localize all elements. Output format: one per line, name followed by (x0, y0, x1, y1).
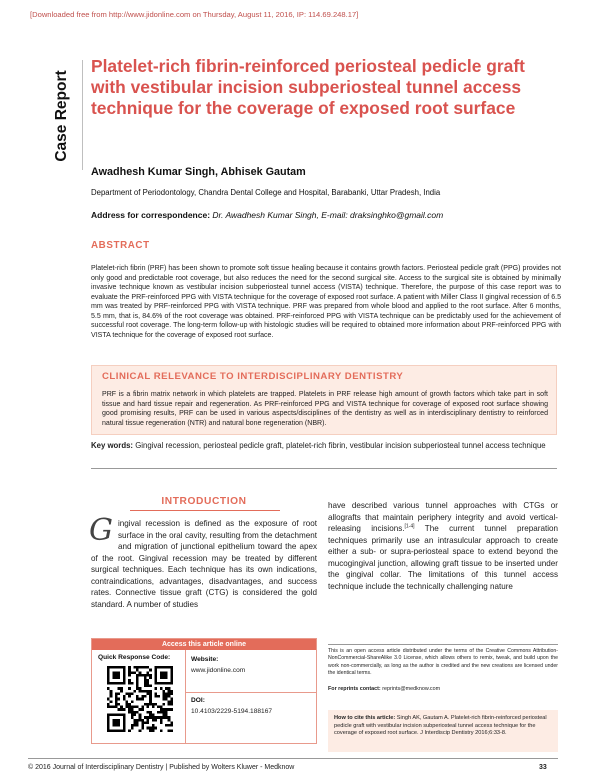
clinical-relevance-box (91, 365, 557, 435)
access-box-divider-horizontal (185, 692, 317, 693)
introduction-underline (130, 510, 280, 511)
article-type-label (47, 62, 77, 170)
access-box-heading: Access this article online (92, 639, 316, 650)
footer-text: © 2016 Journal of Interdisciplinary Dentistry | Published by Wolters Kluwer - Medknow (28, 764, 295, 771)
how-to-cite-text (334, 715, 554, 738)
side-divider (82, 60, 83, 170)
keywords-label: Key words: (91, 441, 134, 450)
qr-code-label: Quick Response Code: (98, 654, 171, 661)
abstract-text: Platelet-rich fibrin (PRF) has been shown to promote soft tissue healing because it contains growth factors. Periosteal pedicle graft (PPG) provides not only good and predictable root coverage, but also reduces the need for the second surgical site. Access to the surgical site is obtained by minimally invasive technique known as vestibular incision subperiosteal tunnel access (VISTA) technique. Therefore, the purpose of this case report was to evaluate the PRF-reinforced PPG with VISTA technique for the coverage of exposed root surface. A patient with Miller Class II gingival recession of 6.5 mm was treated by PRF-reinforced PPG with VISTA technique. PRF was prepared from whole blood and applied to the root surface. After 6 months, 5.5 mm, that is, 84.6% of the root coverage was obtained. PRF-reinforced PPG with VISTA technique can be predictably used for the achievement of successful root coverage. The long-term follow-up with histologic studies will be required to obtained more information about PRF-reinforced PPG with VISTA technique for the coverage of exposed root surface. (91, 265, 561, 339)
footer-divider (28, 758, 558, 759)
introduction-left-column (89, 513, 317, 610)
how-to-cite-value: Singh AK, Gautam A. Platelet-rich fibrin-reinforced periosteal pedicle graft with vestibular incision subperiosteal tunnel access technique for the coverage of exposed root surface. J Interdiscip Dentistry 2016;6:33-8. (334, 715, 547, 737)
abstract-heading: ABSTRACT (91, 240, 150, 251)
how-to-cite-box (328, 710, 558, 752)
website-link[interactable]: www.jidonline.com (191, 667, 246, 674)
access-article-box (91, 638, 317, 744)
how-to-cite-label: How to cite this article: (334, 715, 396, 721)
reprints (328, 686, 440, 692)
qr-code-icon[interactable] (107, 666, 173, 732)
article-type-text: Case Report (53, 70, 70, 162)
keywords-divider (91, 468, 557, 469)
access-box-divider-vertical (185, 650, 186, 743)
license-text: This is an open access article distributed under the terms of the Creative Commons Attribution-NonCommercial-ShareAlike 3.0 License, which allows others to remix, tweak, and build upon the work non-commercially, as long as the author is credited and the new creations are licensed under the identical terms. (328, 648, 558, 677)
clinical-relevance-text: PRF is a fibrin matrix network in which platelets are trapped. Platelets in PRF release high amount of growth factors which take part in soft tissue and hard tissue repair and regeneration. As PRF-reinforced PPG and VISTA technique for coverage of exposed root surface showing good promising results, PRF can be used in various aspects/disciplines of the dentistry as well as in interdisciplinary dentistry to reinforced natural tissue regeneration (NTR) and natural bone regeneration (NBR). (102, 391, 548, 427)
authors: Awadhesh Kumar Singh, Abhisek Gautam (91, 166, 306, 178)
correspondence-label: Address for correspondence: (91, 210, 211, 220)
article-title: Platelet-rich fibrin-reinforced periosteal pedicle graft with vestibular incision subperiosteal tunnel access technique for the coverage of exposed root surface (91, 56, 525, 118)
keywords-value: Gingival recession, periosteal pedicle graft, platelet-rich fibrin, vestibular incision subperiosteal tunnel access technique (135, 441, 546, 450)
introduction-heading: INTRODUCTION (161, 496, 247, 507)
drop-cap: G (89, 513, 113, 548)
introduction-right-text-1: have described various tunnel approaches with CTGs or allografts that maintain periphery integrity and avoid vertical-releasing incisions. (328, 501, 558, 533)
affiliation: Department of Periodontology, Chandra Dental College and Hospital, Barabanki, Uttar Pradesh, India (91, 188, 441, 197)
correspondence-value: Dr. Awadhesh Kumar Singh, E-mail: draksinghko@gmail.com (212, 210, 444, 220)
introduction-right-column (328, 500, 558, 592)
download-banner: [Downloaded free from http://www.jidonline.com on Thursday, August 11, 2016, IP: 114.69.248.17] (30, 10, 359, 19)
introduction-left-text: ingival recession is defined as the exposure of root surface in the oral cavity, resulting from the detachment and migration of junctional epithelium toward the apex of the root. Gingival recession may be treated by different surgical techniques. Each technique has its own indications, contraindications, advantages, disadvantages, and success rates. Connective tissue graft (CTG) is considered the gold standard. A number of studies (91, 519, 317, 609)
doi-value[interactable]: 10.4103/2229-5194.188167 (191, 708, 273, 715)
doi-label: DOI: (191, 697, 205, 704)
reprints-label: For reprints contact: (328, 686, 381, 692)
citation-reference: [1-4] (404, 523, 415, 530)
reprints-email[interactable]: reprints@medknow.com (382, 686, 441, 692)
license-divider (328, 644, 558, 645)
clinical-relevance-heading: CLINICAL RELEVANCE TO INTERDISCIPLINARY DENTISTRY (102, 371, 404, 382)
correspondence (91, 210, 443, 220)
page-number: 33 (539, 764, 547, 771)
website-label: Website: (191, 656, 219, 663)
keywords (91, 441, 557, 451)
introduction-right-text-2: The current tunnel preparation techniques primarily use an intrasulcular approach to create either a sub- or supra-periosteal space to extend beyond the mucogingival junction, allowing graft tissue to be inserted under the gingival collar. The limitations of this tunnel access technique include the technically challenging nature (328, 524, 558, 591)
